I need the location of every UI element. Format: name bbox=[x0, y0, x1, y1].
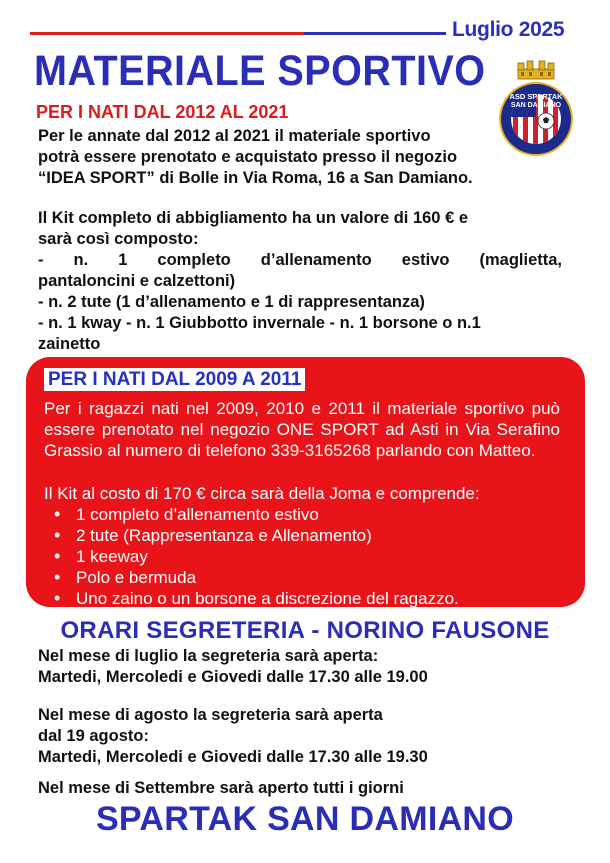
list-item: • 1 keeway bbox=[76, 546, 560, 567]
list-item: • 2 tute (Rappresentanza e Allenamento) bbox=[76, 525, 560, 546]
list-item: • Uno zaino o un borsone a discrezione del ragazzo. bbox=[76, 588, 560, 609]
header-rule-blue bbox=[304, 32, 446, 35]
list-item: • Polo e bermuda bbox=[76, 567, 560, 588]
kit-line: - n. 2 tute (1 d’allenamento e 1 di rappresentanza) bbox=[38, 293, 425, 311]
kit-line: pantaloncini e calzettoni) bbox=[38, 272, 236, 290]
page-subtitle: PER I NATI DAL 2012 AL 2021 bbox=[36, 102, 289, 122]
older-kids-line: Grassio al numero di telefono 339-3165268 parlando con Matteo. bbox=[44, 441, 536, 460]
kit-list bbox=[44, 504, 560, 609]
july-line: Nel mese di luglio la segreteria sarà aperta: bbox=[38, 647, 379, 665]
intro-paragraph bbox=[38, 126, 562, 189]
list-item: • 1 completo d’allenamento estivo bbox=[76, 504, 560, 525]
kit-paragraph bbox=[38, 208, 562, 355]
older-kids-line: Per i ragazzi nati nel 2009, 2010 e 2011 il materiale sportivo può bbox=[44, 399, 560, 418]
secretariat-heading: ORARI SEGRETERIA - NORINO FAUSONE bbox=[60, 617, 550, 644]
august-line: Martedi, Mercoledi e Giovedi dalle 17.30 alle 19.30 bbox=[38, 748, 428, 766]
logo-text-top: ASD SPARTAK bbox=[509, 92, 563, 101]
intro-line: potrà essere prenotato e acquistato presso il negozio bbox=[38, 148, 458, 166]
date-label: Luglio 2025 bbox=[452, 18, 565, 41]
july-line: Martedi, Mercoledi e Giovedi dalle 17.30 alle 19.00 bbox=[38, 668, 428, 686]
august-hours bbox=[38, 705, 562, 768]
intro-line: Per le annate dal 2012 al 2021 il materiale sportivo bbox=[38, 127, 431, 145]
crown-icon bbox=[518, 61, 554, 79]
page-title: MATERIALE SPORTIVO bbox=[34, 47, 486, 95]
logo-text-bottom: SAN DAMIANO bbox=[510, 102, 562, 109]
header-rule-red bbox=[30, 32, 304, 35]
september-hours: Nel mese di Settembre sarà aperto tutti i giorni bbox=[38, 779, 404, 797]
august-line: dal 19 agosto: bbox=[38, 727, 149, 745]
kit-line: sarà così composto: bbox=[38, 230, 199, 248]
kit-line: - n. 1 completo d’allenamento estivo (maglietta, bbox=[38, 251, 562, 269]
kit-line: - n. 1 kway - n. 1 Giubbotto invernale - n. 1 borsone o n.1 bbox=[38, 314, 481, 332]
club-name-footer: SPARTAK SAN DAMIANO bbox=[95, 800, 515, 838]
older-kids-kit bbox=[44, 483, 560, 609]
older-kids-heading: PER I NATI DAL 2009 A 2011 bbox=[44, 368, 305, 391]
august-line: Nel mese di agosto la segreteria sarà aperta bbox=[38, 706, 383, 724]
kit-line: zainetto bbox=[38, 335, 101, 353]
kit-line: Il Kit completo di abbigliamento ha un valore di 160 € e bbox=[38, 209, 469, 227]
july-hours bbox=[38, 646, 562, 688]
intro-line: “IDEA SPORT” di Bolle in Via Roma, 16 a San Damiano. bbox=[38, 169, 473, 187]
older-kids-line: essere prenotato nel negozio ONE SPORT ad Asti in Via Serafino bbox=[44, 420, 560, 439]
kit-intro: Il Kit al costo di 170 € circa sarà della Joma e comprende: bbox=[44, 484, 480, 503]
older-kids-text bbox=[44, 398, 560, 461]
